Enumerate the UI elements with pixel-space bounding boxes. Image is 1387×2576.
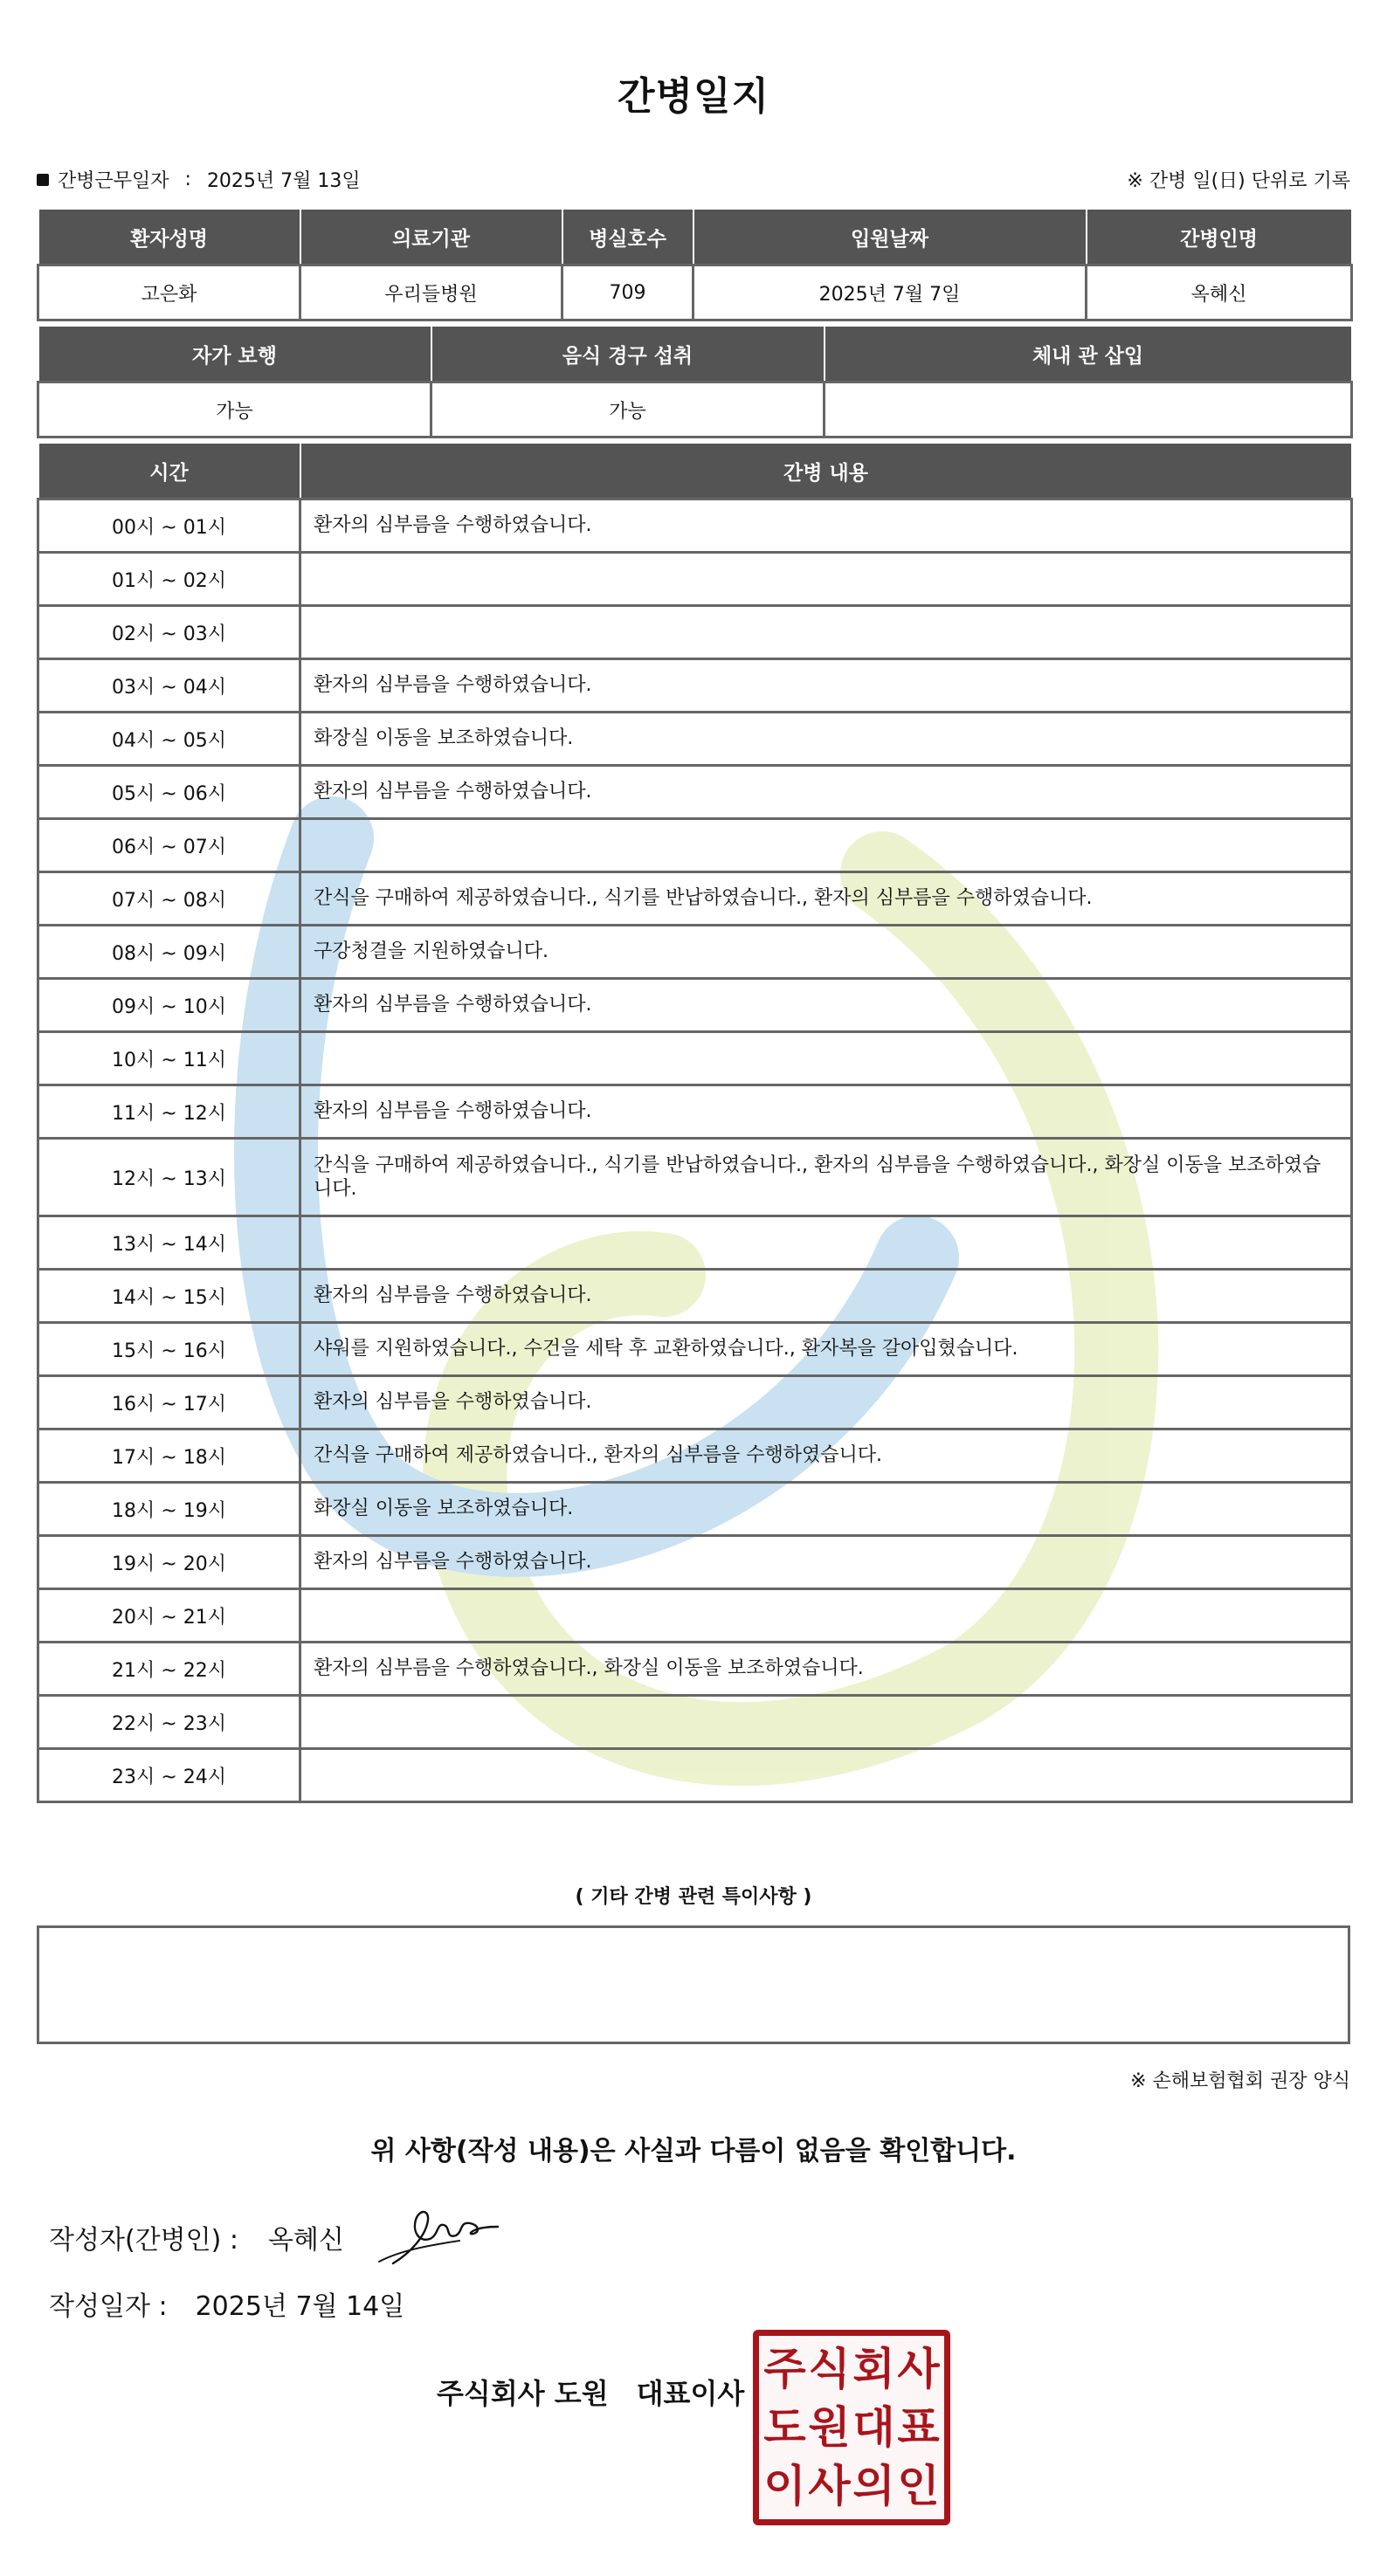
care-content-cell: [300, 1216, 1352, 1270]
care-content-cell: 간식을 구매하여 제공하였습니다., 환자의 심부름을 수행하였습니다.: [300, 1429, 1352, 1483]
work-date-value: 2025년 7월 13일: [206, 170, 361, 192]
table-row: [38, 1323, 1352, 1376]
written-date-value: 2025년 7월 14일: [195, 2291, 405, 2322]
table-row: [38, 1270, 1352, 1323]
self-walking-cell: 가능: [38, 382, 431, 437]
seal-character: 도: [763, 2401, 806, 2453]
header-self-walking: 자가 보행: [38, 327, 431, 382]
author-row: [49, 2218, 344, 2256]
time-slot-cell: 06시 ~ 07시: [38, 819, 300, 872]
special-notes-box: [37, 1925, 1350, 2044]
care-content-cell: 환자의 심부름을 수행하였습니다.: [300, 766, 1352, 819]
table-row: [38, 606, 1352, 659]
room-number-cell: 709: [562, 265, 694, 320]
oral-intake-cell: 가능: [431, 382, 825, 437]
time-slot-cell: 13시 ~ 14시: [38, 1216, 300, 1270]
time-slot-cell: 01시 ~ 02시: [38, 553, 300, 606]
care-content-cell: 간식을 구매하여 제공하였습니다., 식기를 반납하였습니다., 환자의 심부름을 수행하였습니다.: [300, 872, 1352, 926]
time-slot-cell: 05시 ~ 06시: [38, 766, 300, 819]
table-row: [38, 1085, 1352, 1139]
time-slot-cell: 21시 ~ 22시: [38, 1643, 300, 1696]
header-room-number: 병실호수: [562, 210, 694, 265]
care-content-cell: [300, 819, 1352, 872]
time-slot-cell: 22시 ~ 23시: [38, 1696, 300, 1749]
company-seal-stamp: [753, 2330, 950, 2525]
time-slot-cell: 23시 ~ 24시: [38, 1749, 300, 1802]
header-hospital: 의료기관: [300, 210, 562, 265]
care-content-cell: 환자의 심부름을 수행하였습니다.: [300, 1270, 1352, 1323]
time-slot-cell: 10시 ~ 11시: [38, 1032, 300, 1085]
time-slot-cell: 17시 ~ 18시: [38, 1429, 300, 1483]
care-content-cell: 환자의 심부름을 수행하였습니다.: [300, 1085, 1352, 1139]
header-admission-date: 입원날짜: [694, 210, 1087, 265]
care-log-table: [37, 444, 1353, 1803]
header-oral-intake: 음식 경구 섭취: [431, 327, 825, 382]
admission-date-cell: 2025년 7월 7일: [694, 265, 1087, 320]
header-care-content: 간병 내용: [300, 444, 1352, 499]
table-row: [38, 1696, 1352, 1749]
table-row: [38, 819, 1352, 872]
table-row: [38, 766, 1352, 819]
time-slot-cell: 04시 ~ 05시: [38, 713, 300, 766]
work-date-separator: :: [184, 169, 191, 190]
company-signoff: [437, 2372, 744, 2412]
time-slot-cell: 18시 ~ 19시: [38, 1483, 300, 1536]
time-slot-cell: 16시 ~ 17시: [38, 1376, 300, 1429]
time-slot-cell: 03시 ~ 04시: [38, 659, 300, 713]
time-slot-cell: 12시 ~ 13시: [38, 1139, 300, 1216]
record-unit-note: ※ 간병 일(日) 단위로 기록: [1127, 170, 1350, 192]
caregiver-name-cell: 옥혜신: [1087, 265, 1352, 320]
company-name: 주식회사 도원: [437, 2377, 609, 2410]
seal-character: 식: [808, 2343, 851, 2394]
time-slot-cell: 19시 ~ 20시: [38, 1536, 300, 1589]
handwritten-signature: [376, 2201, 515, 2270]
care-content-cell: 환자의 심부름을 수행하였습니다.: [300, 1376, 1352, 1429]
seal-character: 주: [763, 2343, 806, 2394]
time-slot-cell: 00시 ~ 01시: [38, 499, 300, 553]
header-caregiver-name: 간병인명: [1087, 210, 1352, 265]
time-slot-cell: 11시 ~ 12시: [38, 1085, 300, 1139]
seal-character: 표: [897, 2401, 940, 2453]
care-log-rows: [38, 499, 1352, 1802]
written-date-label: 작성일자 :: [49, 2291, 168, 2322]
tube-insertion-cell: [825, 382, 1352, 437]
care-content-cell: 환자의 심부름을 수행하였습니다.: [300, 499, 1352, 553]
table-row: [38, 1749, 1352, 1802]
work-date-row: [37, 166, 1350, 192]
care-content-cell: [300, 1032, 1352, 1085]
care-content-cell: [300, 606, 1352, 659]
time-slot-cell: 08시 ~ 09시: [38, 926, 300, 979]
table-row: [38, 1536, 1352, 1589]
time-slot-cell: 07시 ~ 08시: [38, 872, 300, 926]
table-row: [38, 1643, 1352, 1696]
care-content-cell: 샤워를 지원하였습니다., 수건을 세탁 후 교환하였습니다., 환자복을 갈아입혔습니다.: [300, 1323, 1352, 1376]
care-content-cell: 환자의 심부름을 수행하였습니다.: [300, 979, 1352, 1032]
care-content-cell: 환자의 심부름을 수행하였습니다.: [300, 1536, 1352, 1589]
table-row: [38, 1429, 1352, 1483]
written-date-row: [49, 2284, 404, 2323]
special-notes-title: ( 기타 간병 관련 특이사항 ): [575, 1886, 812, 1908]
header-patient-name: 환자성명: [38, 210, 300, 265]
work-date-label: 간병근무일자: [58, 170, 169, 192]
patient-info-table: [37, 210, 1353, 321]
care-content-cell: [300, 1749, 1352, 1802]
seal-character: 사: [897, 2343, 940, 2394]
table-row: [38, 1589, 1352, 1643]
author-label: 작성자(간병인) :: [49, 2225, 238, 2256]
seal-character: 사: [808, 2461, 851, 2512]
table-row: [38, 659, 1352, 713]
table-row: [38, 979, 1352, 1032]
table-row: [38, 1216, 1352, 1270]
seal-character: 원: [808, 2401, 851, 2453]
form-source-note: ※ 손해보험협회 권장 양식: [1130, 2070, 1350, 2092]
care-content-cell: [300, 553, 1352, 606]
table-row: [38, 872, 1352, 926]
table-row: [38, 1139, 1352, 1216]
care-content-cell: 화장실 이동을 보조하였습니다.: [300, 713, 1352, 766]
care-content-cell: [300, 1696, 1352, 1749]
care-content-cell: 화장실 이동을 보조하였습니다.: [300, 1483, 1352, 1536]
seal-character: 의: [852, 2461, 895, 2512]
hospital-cell: 우리들병원: [300, 265, 562, 320]
care-content-cell: 환자의 심부름을 수행하였습니다.: [300, 659, 1352, 713]
seal-character: 대: [852, 2401, 895, 2453]
seal-character: 회: [852, 2343, 895, 2394]
table-row: [38, 713, 1352, 766]
seal-character: 인: [897, 2461, 940, 2512]
care-content-cell: [300, 1589, 1352, 1643]
table-row: [38, 926, 1352, 979]
table-row: [38, 1032, 1352, 1085]
patient-status-table: [37, 327, 1353, 438]
header-time: 시간: [38, 444, 300, 499]
table-row: [38, 1483, 1352, 1536]
care-content-cell: 구강청결을 지원하였습니다.: [300, 926, 1352, 979]
care-content-cell: 환자의 심부름을 수행하였습니다., 화장실 이동을 보조하였습니다.: [300, 1643, 1352, 1696]
time-slot-cell: 14시 ~ 15시: [38, 1270, 300, 1323]
square-bullet-icon: [37, 174, 49, 186]
page-title: 간병일지: [617, 74, 769, 119]
time-slot-cell: 02시 ~ 03시: [38, 606, 300, 659]
time-slot-cell: 09시 ~ 10시: [38, 979, 300, 1032]
table-row: [38, 1376, 1352, 1429]
company-title: 대표이사: [636, 2377, 745, 2410]
table-row: [38, 553, 1352, 606]
time-slot-cell: 20시 ~ 21시: [38, 1589, 300, 1643]
seal-character: 이: [763, 2461, 806, 2512]
care-content-cell: 간식을 구매하여 제공하였습니다., 식기를 반납하였습니다., 환자의 심부름을 수행하였습니다., 화장실 이동을 보조하였습니다.: [300, 1139, 1352, 1216]
author-name: 옥혜신: [267, 2225, 344, 2256]
header-tube-insertion: 체내 관 삽입: [825, 327, 1352, 382]
table-row: [38, 499, 1352, 553]
confirmation-statement: 위 사항(작성 내용)은 사실과 다름이 없음을 확인합니다.: [370, 2136, 1017, 2166]
time-slot-cell: 15시 ~ 16시: [38, 1323, 300, 1376]
patient-name-cell: 고은화: [38, 265, 300, 320]
